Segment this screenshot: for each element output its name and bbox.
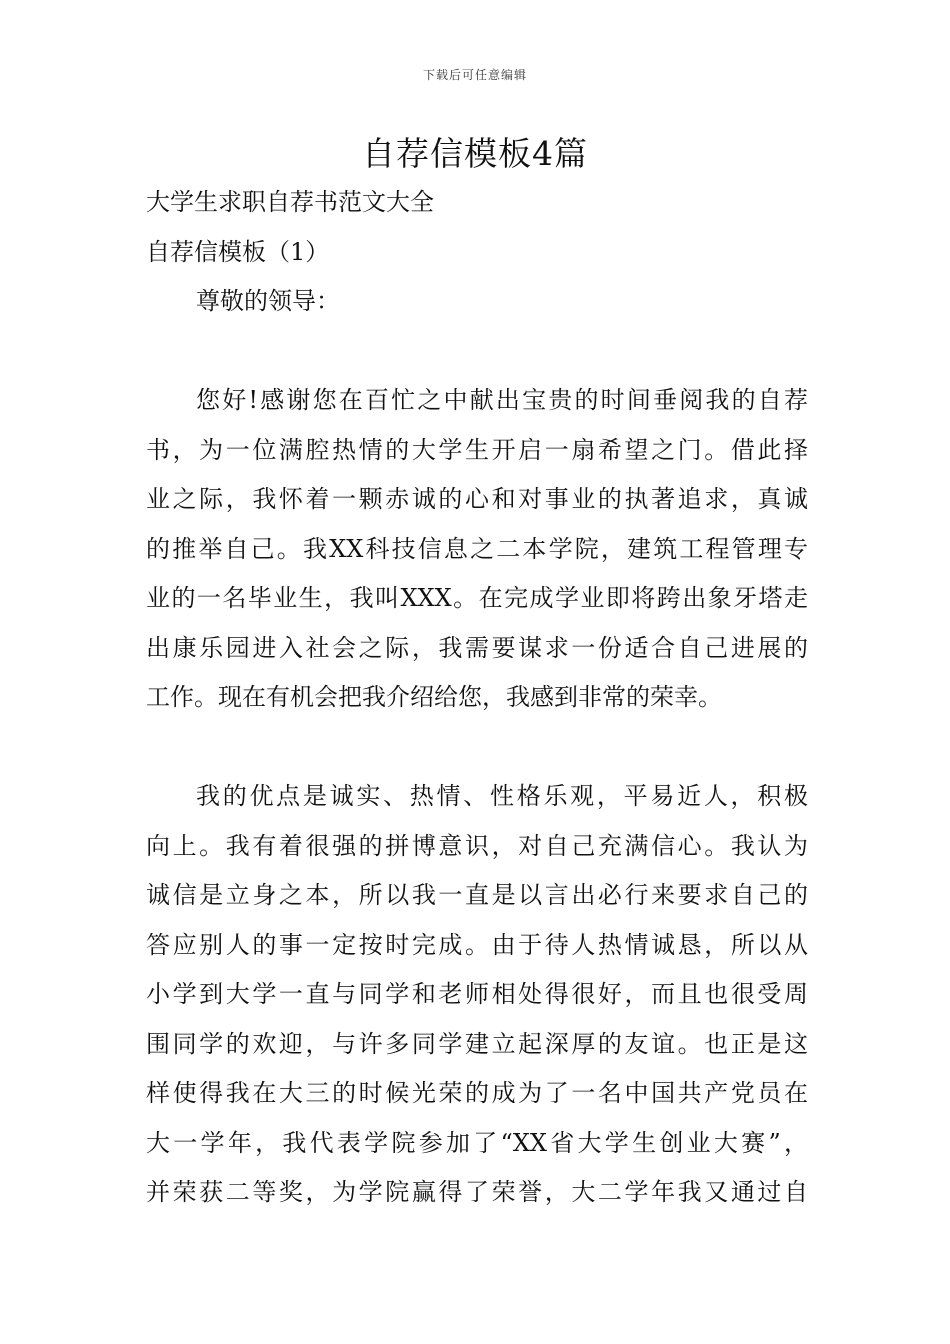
paragraph-line: 出康乐园进入社会之际，我需要谋求一份适合自己进展的 [146, 633, 808, 662]
paragraph-line: 业的一名毕业生，我叫XXX。在完成学业即将跨出象牙塔走 [146, 584, 808, 612]
paragraph-line: 书，为一位满腔热情的大学生开启一扇希望之门。借此择 [146, 435, 808, 464]
spacer [146, 723, 808, 773]
paragraph-line: 我的优点是诚实、热情、性格乐观，平易近人，积极 [196, 782, 808, 810]
document-body [146, 178, 808, 1218]
document-title: 自荐信模板4篇 [362, 134, 588, 173]
paragraph-line: 答应别人的事一定按时完成。由于待人热情诚恳，所以从 [146, 930, 808, 959]
paragraph-line: 围同学的欢迎，与许多同学建立起深厚的友谊。也正是这 [146, 1029, 808, 1058]
paragraph-line: 的推举自己。我XX科技信息之二本学院，建筑工程管理专 [146, 534, 808, 563]
paragraph-line: 样使得我在大三的时候光荣的成为了一名中国共产党员在 [146, 1079, 808, 1107]
paragraph-line: 诚信是立身之本，所以我一直是以言出必行来要求自己的 [146, 881, 808, 909]
subtitle: 大学生求职自荐书范文大全 [146, 188, 434, 216]
paragraph-line: 业之际，我怀着一颗赤诚的心和对事业的执著追求，真诚 [146, 485, 808, 513]
paragraph-line: 工作。现在有机会把我介绍给您，我感到非常的荣幸。 [146, 683, 722, 711]
spacer [146, 327, 808, 377]
paragraph-line: 大一学年，我代表学院参加了“XX省大学生创业大赛”， [146, 1128, 808, 1157]
paragraph-2 [146, 772, 808, 1218]
paragraph-line: 向上。我有着很强的拼博意识，对自己充满信心。我认为 [146, 831, 808, 860]
salutation: 尊敬的领导： [196, 287, 340, 315]
header-note: 下载后可任意编辑 [422, 68, 527, 82]
paragraph-line: 小学到大学一直与同学和老师相处得很好，而且也很受周 [146, 980, 808, 1008]
paragraph-1 [146, 376, 808, 723]
section-heading: 自荐信模板（1） [146, 237, 330, 266]
paragraph-line: 您好!感谢您在百忙之中献出宝贵的时间垂阅我的自荐 [196, 386, 808, 414]
paragraph-line: 并荣获二等奖，为学院赢得了荣誉，大二学年我又通过自 [146, 1178, 808, 1206]
